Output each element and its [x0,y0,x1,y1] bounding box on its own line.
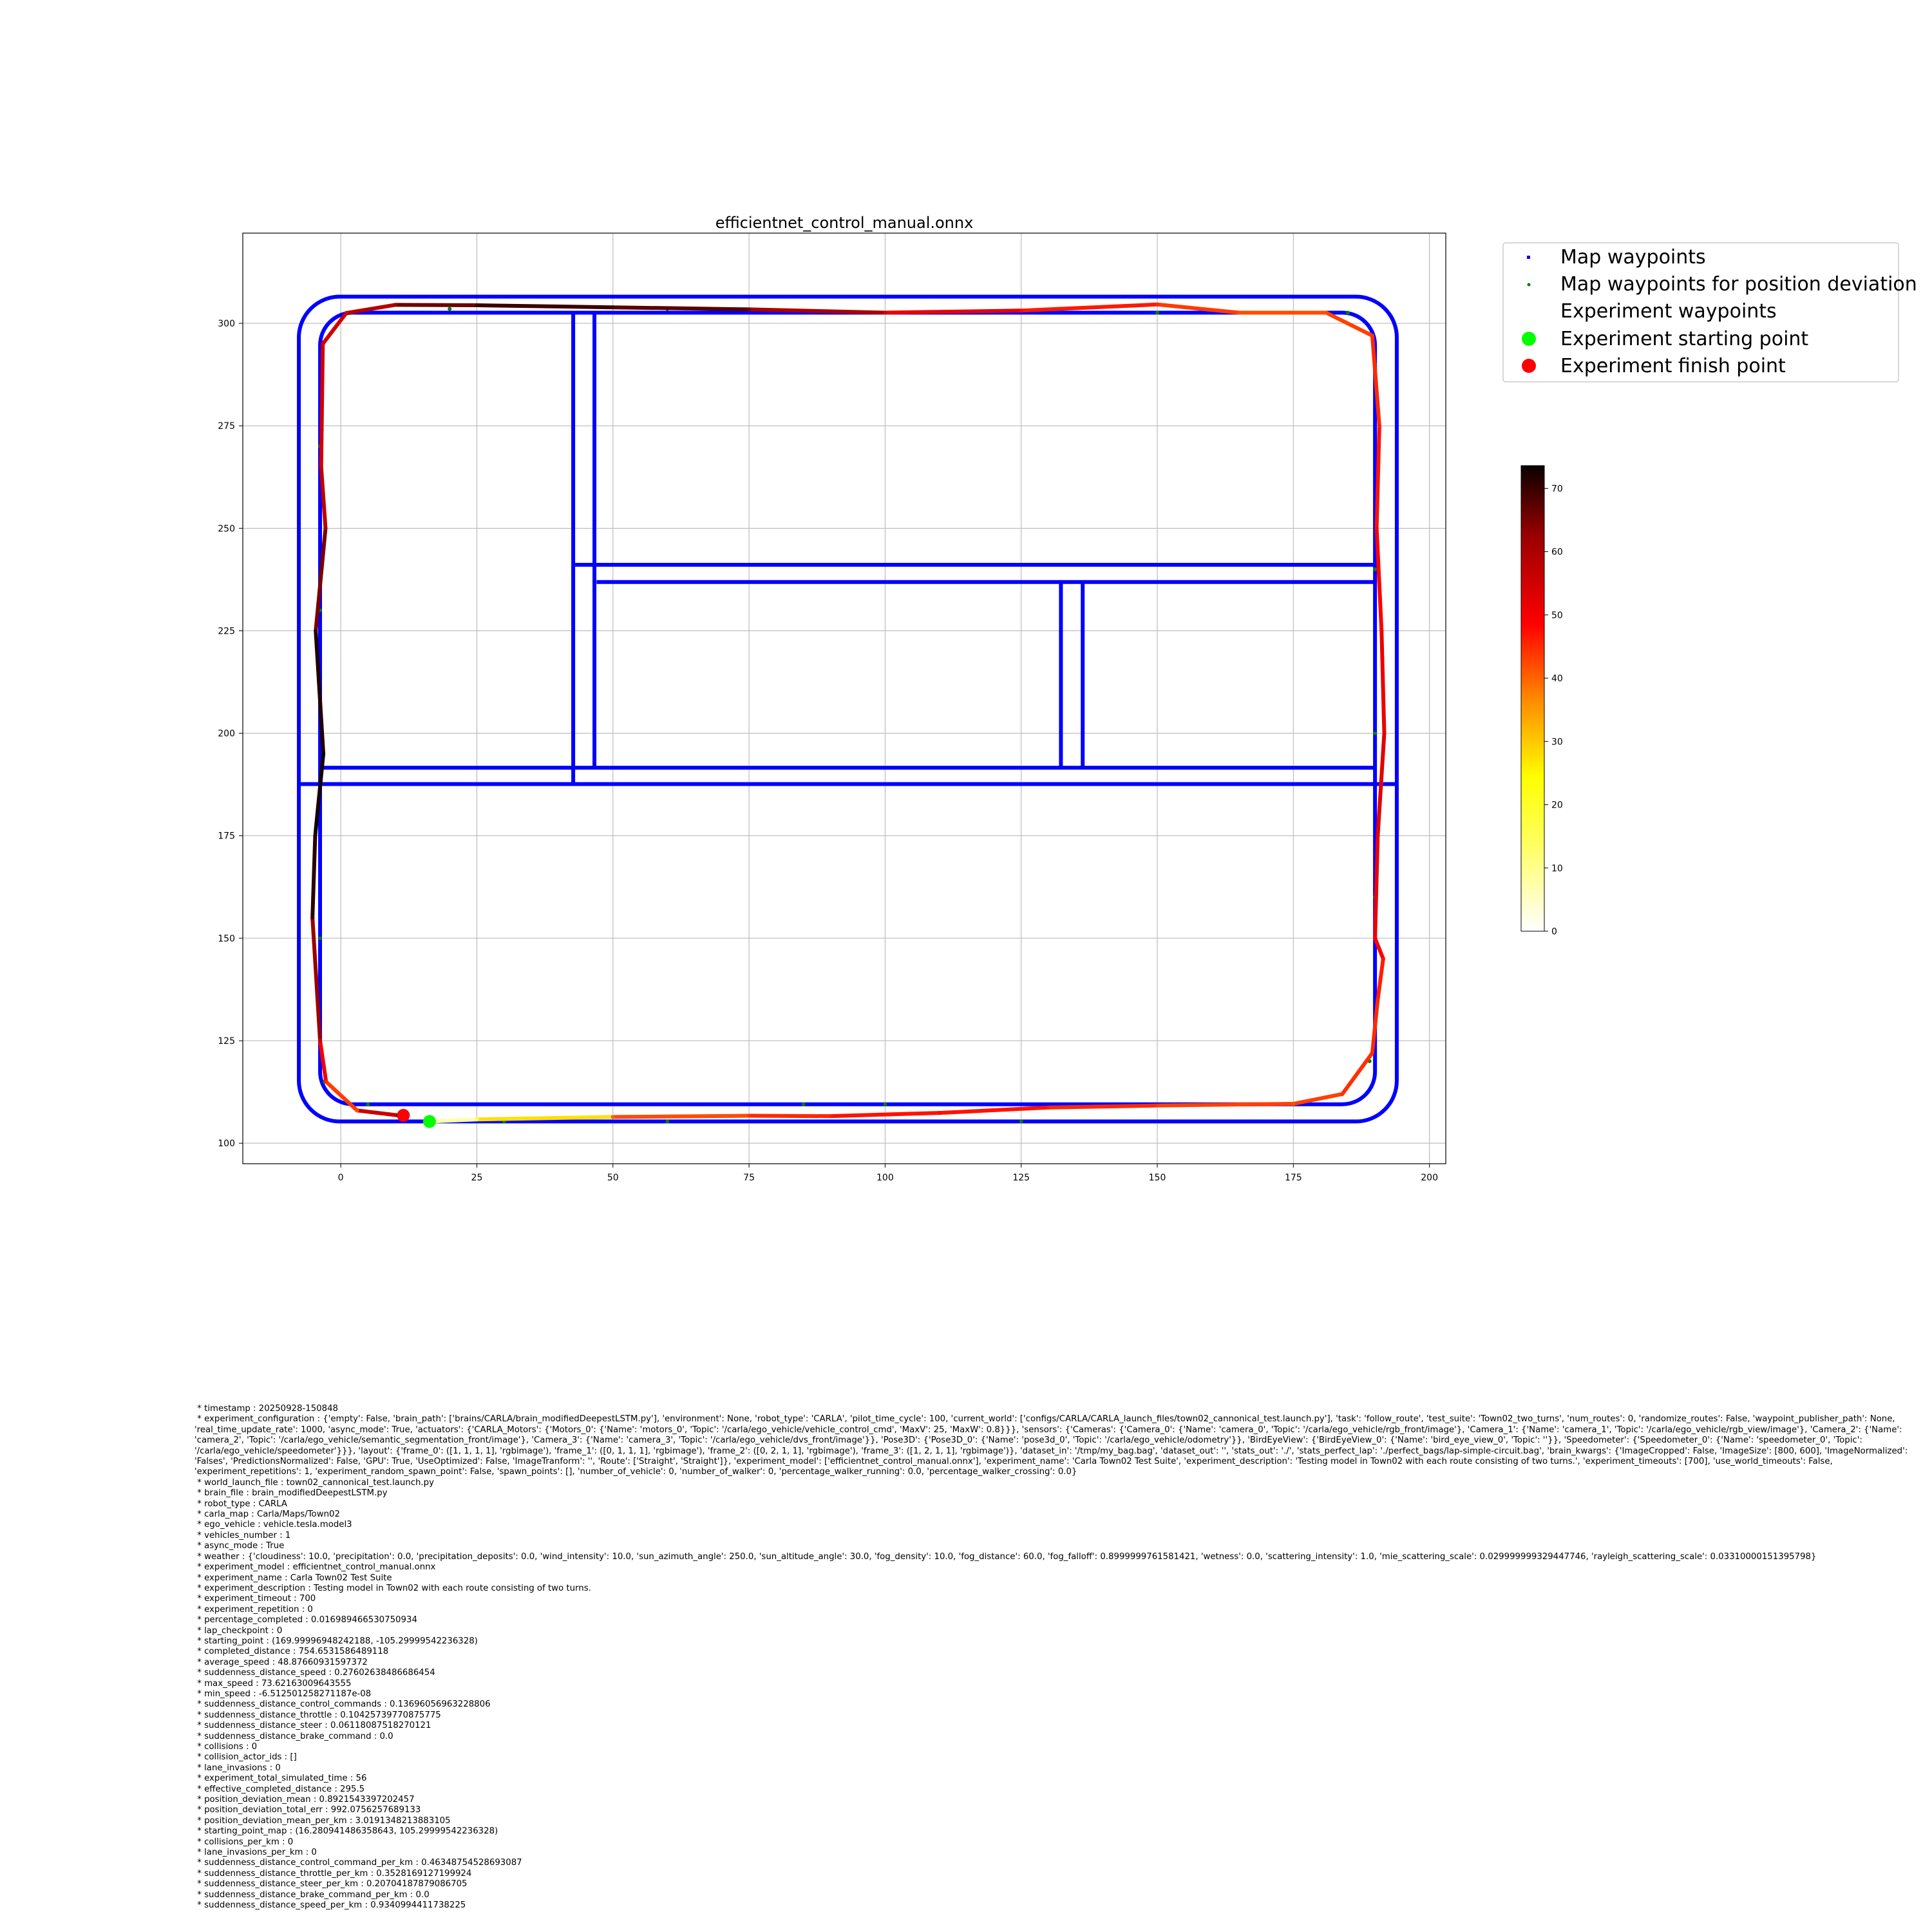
y-tick-label: 225 [218,626,235,637]
info-line: * position_deviation_mean : 0.8921543397202457 [194,1795,415,1805]
deviation-waypoint [665,1119,669,1123]
experiment-waypoint [1370,334,1374,337]
legend-label-experiment-waypoints: Experiment waypoints [1560,300,1777,323]
y-tick-label: 125 [218,1036,235,1047]
x-tick-label: 125 [1012,1173,1030,1183]
x-tick-label: 150 [1148,1173,1166,1183]
info-line: * weather : {'cloudiness': 10.0, 'precipitation': 0.0, 'precipitation_deposits': 0.0, 'wind_intensity': 10.0, 'sun_azimuth_angle': 250.0, 'sun_altitude_angle': 30.0, 'fog_density': 10.0, 'fog_distance': 60.0, 'fog_falloff': 0.8999999761581421, 'wetness': 0.0, 'scattering_intensity': 1.0, 'mie_scattering_scale': 0.029999999329447746, 'rayleigh_scattering_scale': 0.03310000151395798} [194,1551,1817,1562]
deviation-waypoint [802,1103,806,1106]
experiment-waypoint [1046,1106,1050,1110]
info-line: * effective_completed_distance : 295.5 [194,1784,365,1794]
info-line: * ego_vehicle : vehicle.tesla.model3 [194,1520,352,1530]
info-line: * max_speed : 73.62163009643555 [194,1678,352,1689]
experiment-waypoint [319,465,323,469]
experiment-waypoint [1381,957,1385,961]
road-inner-loop [320,312,1375,1104]
info-line: * suddenness_distance_control_commands : 0.13696056963228806 [194,1700,491,1710]
experiment-waypoint [1375,526,1379,530]
experiment-waypoint [1376,834,1379,838]
experiment-waypoint [313,834,317,838]
experiment-waypoint [323,526,327,530]
experiment-path-segment [1342,1053,1372,1094]
experiment-path-segment [940,1108,1048,1113]
experiment-waypoint [883,310,887,314]
x-tick-label: 50 [607,1173,619,1183]
info-line: * experiment_description : Testing model in Town02 with each route consisting of two turns. [194,1583,591,1593]
grid [243,233,1446,1164]
deviation-waypoint [1155,310,1159,314]
experiment-waypoint [321,342,325,346]
legend-marker-map-waypoints [1527,256,1530,259]
experiment-waypoint [1155,1104,1159,1108]
info-line: * robot_type : CARLA [194,1499,287,1509]
experiment-waypoint [1379,629,1383,632]
start-point [423,1115,436,1128]
info-line: * suddenness_distance_throttle : 0.10425739770875775 [194,1710,441,1720]
info-line: * lane_invasions_per_km : 0 [194,1848,317,1858]
experiment-waypoint [321,752,325,755]
info-line: * average_speed : 48.87660931597372 [194,1657,368,1667]
plot-frame [243,233,1446,1164]
info-line: * percentage_completed : 0.016989466530750934 [194,1615,417,1625]
info-line: * collisions : 0 [194,1742,258,1752]
info-line: * async_mode : True [194,1541,285,1551]
info-line: * suddenness_distance_speed : 0.27602638486686454 [194,1668,435,1678]
info-line: * collision_actor_ids : [] [194,1752,297,1763]
info-line: * suddenness_distance_brake_command_per_km : 0.0 [194,1889,430,1900]
experiment-path-segment [1381,630,1384,733]
info-line: * experiment_name : Carla Town02 Test Suite [194,1573,392,1583]
deviation-waypoint [1019,1119,1023,1123]
experiment-info [194,1404,1920,1911]
colorbar-tick-label: 10 [1551,863,1563,874]
y-tick-label: 175 [218,831,235,842]
experiment-path-segment [831,1113,940,1116]
info-line: * collisions_per_km : 0 [194,1837,294,1847]
experiment-waypoint [475,303,478,307]
info-line: * experiment_repetition : 0 [194,1604,313,1615]
experiment-path-segment [885,310,1021,312]
x-tick-label: 25 [471,1173,483,1183]
experiment-waypoint [1237,310,1241,314]
experiment-path-segment [613,1116,749,1117]
deviation-waypoint [883,1103,887,1106]
deviation-waypoint [366,1103,370,1106]
experiment-waypoint [1376,998,1379,1001]
experiment-waypoint [1019,308,1023,312]
experiment-waypoint [611,305,615,309]
info-line: * min_speed : -6.512501258271187e-08 [194,1689,372,1699]
info-line: * suddenness_distance_speed_per_km : 0.9340994411738225 [194,1900,466,1911]
y-tick-label: 275 [218,421,235,432]
y-axis [218,319,243,1149]
experiment-path-segment [1021,305,1157,311]
colorbar-tick-label: 20 [1551,800,1563,811]
info-line: * position_deviation_mean_per_km : 3.0191348213883105 [194,1815,451,1826]
colorbar-gradient [1521,466,1544,931]
start-finish-points [397,1109,436,1128]
y-tick-label: 150 [218,933,235,944]
experiment-path-segment [1378,959,1383,1000]
x-tick-label: 200 [1421,1173,1439,1183]
chart-title: efficientnet_control_manual.onnx [715,214,974,232]
info-line: * suddenness_distance_brake_command : 0.0 [194,1731,393,1741]
info-line: * position_deviation_total_err : 992.0756257689133 [194,1805,421,1815]
experiment-path-segment [613,307,749,309]
experiment-waypoint [747,1114,751,1118]
info-line: * experiment_model : efficientnet_control_manual.onnx [194,1562,436,1573]
y-tick-label: 250 [218,524,235,535]
experiment-path-segment [430,1119,477,1121]
legend-label-finish: Experiment finish point [1560,355,1786,377]
experiment-waypoint [1378,424,1381,428]
plot-area [299,297,1397,1128]
experiment-waypoint [355,1108,359,1112]
deviation-waypoint [318,936,322,940]
road-outer-loop [299,297,1397,1122]
info-line: * lane_invasions : 0 [194,1763,281,1773]
info-line: * experiment_total_simulated_time : 56 [194,1774,367,1784]
info-line: * timestamp : 20250928-150848 [194,1404,339,1414]
experiment-path-segment [1377,528,1382,630]
x-tick-label: 100 [876,1173,894,1183]
colorbar-tick-label: 70 [1551,484,1563,495]
x-tick-label: 75 [743,1173,755,1183]
y-tick-label: 100 [218,1139,235,1150]
info-line: * completed_distance : 754.6531586489118 [194,1647,389,1657]
experiment-waypoint [1370,1051,1374,1055]
colorbar-tick-label: 60 [1551,547,1563,558]
experiment-waypoint [1324,310,1328,314]
info-line: * lap_checkpoint : 0 [194,1625,283,1636]
x-tick-label: 0 [337,1173,344,1183]
info-line: * brain_file : brain_modifiedDeepestLSTM.py [194,1488,388,1499]
experiment-path-segment [312,836,315,918]
info-line: * suddenness_distance_control_command_per_km : 0.46348754528693087 [194,1858,522,1868]
experiment-path-segment [1375,836,1378,938]
y-tick-label: 300 [218,319,235,330]
colorbar-tick-label: 0 [1551,927,1557,937]
deviation-waypoint [1373,567,1377,571]
experiment-waypoint [310,916,314,920]
experiment-waypoint [747,307,751,311]
experiment-path-segment [477,1117,612,1119]
info-line: * suddenness_distance_steer : 0.06118087518270121 [194,1721,431,1731]
experiment-waypoint [1291,1102,1295,1106]
deviation-waypoint [1346,310,1350,314]
experiment-path-segment [1157,1104,1293,1106]
info-line: * suddenness_distance_throttle_per_km : 0.3528169127199924 [194,1868,472,1879]
experiment-waypoint [393,303,397,307]
experiment-waypoint [1155,303,1159,307]
experiment-waypoint [938,1111,942,1115]
info-line: * starting_point_map : (16.280941486358643, 105.29999542236328) [194,1826,498,1837]
info-line: * suddenness_distance_steer_per_km : 0.20704187879086705 [194,1879,468,1889]
colorbar-tick-label: 50 [1551,610,1563,621]
info-line: * world_launch_file : town02_cannonical_test.launch.py [194,1477,434,1488]
experiment-waypoint [1382,732,1386,735]
info-line: * experiment_configuration : {'empty': False, 'brain_path': ['brains/CARLA/brain_modifiedDeepestLSTM.py'], 'environment': None, 'robot_type': 'CARLA', 'pilot_time_cycle': 100, 'current_world': ['configs/CARLA/CARLA_launch_files/town02_cannonical_test.launch.py'], 'task': 'follow_route', 'test_suite': 'Town02_two_turns', 'num_routes': 0, 'randomize_routes': False, 'waypoint_publisher_path': None, 'real_time_update_rate': 1000, 'async_mode': True, 'actuators': {'CARLA_Motors': {'Motors_0': {'Name': 'motors_0', 'Topic': '/carla/ego_vehicle/vehicle_control_cmd', 'MaxV': 25, 'MaxW': 0.8}}}, 'sensors': {'Cameras': {'Camera_0': {'Name': 'camera_0', 'Topic': '/carla/ego_vehicle/rgb_front/image'}, 'Camera_1': {'Name': 'camera_1', 'Topic': '/carla/ego_vehicle/rgb_view/image'}, 'Camera_2': {'Name': 'camera_2', 'Topic': '/carla/ego_vehicle/semantic_segmentation_front/image'}, 'Camera_3': {'Name': 'camera_3', 'Topic': '/carla/ego_vehicle/dvs_front/image'}}, 'Pose3D': {'Pose3D_0': {'Name': 'pose3d_0', 'Topic': '/carla/ego_vehicle/odometry'}}, 'BirdEyeView': {'BirdEyeView_0': {'Name': 'bird_eye_view_0', 'Topic': ''}}, 'Speedometer': {'Speedometer_0': {'Name': 'speedometer_0', 'Topic': '/carla/ego_vehicle/speedometer'}}}, 'layout': {'frame_0': ([1, 1, 1, 1], 'rgbimage'), 'frame_1': ([0, 1, 1, 1], 'rgbimage'), 'frame_2': ([0, 2, 1, 1], 'rgbimage'), 'frame_3': ([1, 2, 1, 1], 'rgbimage')}, 'dataset_in': '/tmp/my_bag.bag', 'dataset_out': '', 'stats_out': './', 'stats_perfect_lap': './perfect_bags/lap-simple-circuit.bag', 'brain_kwargs': {'ImageCropped': False, 'ImageSize': [800, 600], 'ImageNormalized': 'Falses', 'PredictionsNormalized': False, 'GPU': True, 'UseOptimized': False, 'ImageTranform': '', 'Route': ['Straight', 'Straight']}, 'experiment_model': ['efficientnet_control_manual.onnx'], 'experiment_name': 'Carla Town02 Test Suite', 'experiment_description': 'Testing model in Town02 with each route consisting of two turns.', 'experiment_timeouts': [700], 'use_world_timeouts': False, 'experiment_repetitions': 1, 'experiment_random_spawn_point': False, 'spawn_points': [], 'number_of_vehicle': 0, 'number_of_walker': 0, 'percentage_walker_running': 0.0, 'percentage_walker_crossing': 0.0} [194,1414,1911,1477]
legend-label-deviation-waypoints: Map waypoints for position deviation [1560,273,1917,296]
experiment-path-segment [749,1116,831,1117]
experiment-waypoint [345,311,348,315]
colorbar-tick-label: 30 [1551,737,1563,748]
x-tick-label: 175 [1284,1173,1302,1183]
experiment-waypoint [1340,1092,1344,1096]
experiment-waypoint [318,1039,322,1043]
experiment-waypoint [611,1115,615,1119]
experiment-path-segment [1048,1106,1157,1108]
legend-label-start: Experiment starting point [1560,328,1809,350]
info-line: * starting_point : (169.99996948242188, -105.29999542236328) [194,1636,478,1646]
experiment-waypoint [324,1080,328,1084]
experiment-path-segment [357,1110,398,1115]
experiment-waypoint [314,629,317,632]
legend-marker-finish [1522,359,1536,373]
finish-point [397,1109,410,1122]
experiment-path-segment [321,344,323,467]
experiment-waypoint [829,1114,833,1118]
experiment-waypoint [475,1117,478,1121]
x-axis [338,1164,1438,1183]
info-line: * experiment_timeout : 700 [194,1594,316,1604]
info-line: * vehicles_number : 1 [194,1530,291,1540]
deviation-waypoint [1373,732,1377,735]
experiment-path-segment [1377,426,1379,528]
map-waypoints [299,297,1397,1122]
legend-label-map-waypoints: Map waypoints [1560,246,1706,269]
legend-marker-deviation-waypoints [1528,283,1531,287]
experiment-path-segment [477,305,612,307]
experiment-waypoint [1373,936,1377,940]
info-line: * carla_map : Carla/Maps/Town02 [194,1510,340,1520]
colorbar [1521,466,1563,937]
legend [1503,243,1917,382]
deviation-waypoint [448,307,451,311]
legend-marker-start [1522,332,1536,346]
colorbar-tick-label: 40 [1551,674,1563,685]
y-tick-label: 200 [218,728,235,739]
